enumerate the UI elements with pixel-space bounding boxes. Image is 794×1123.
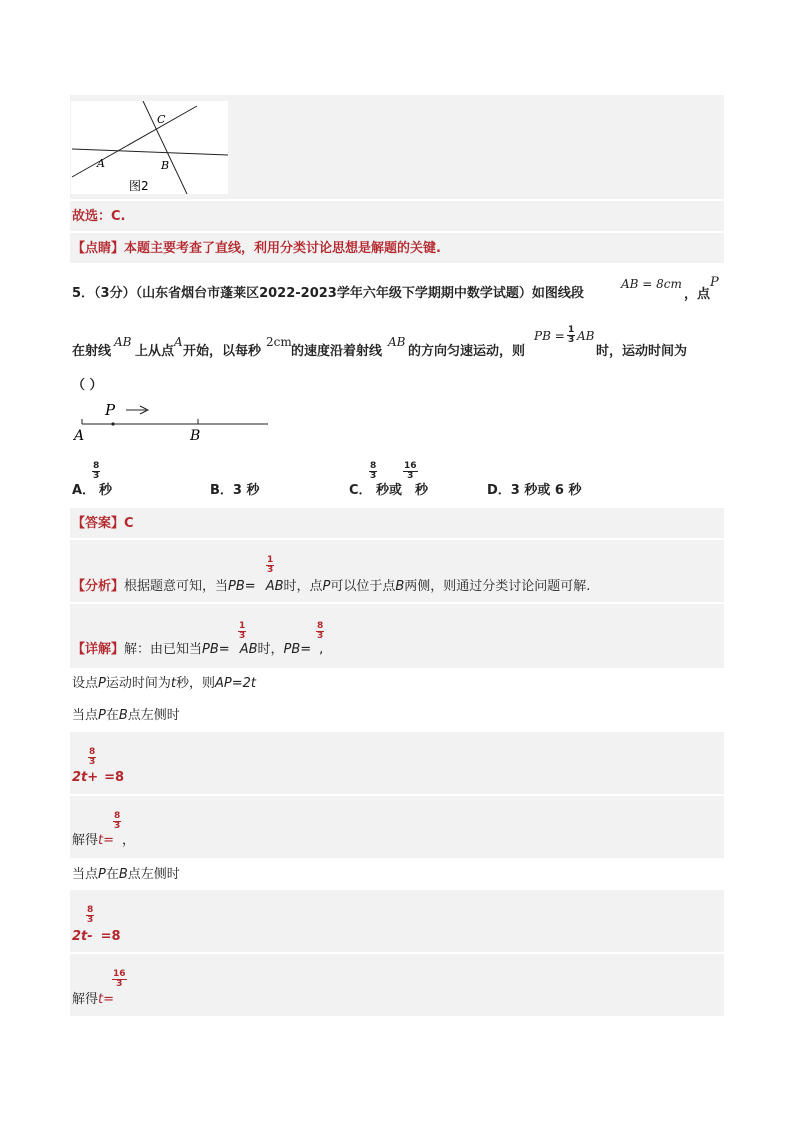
option-c-fraction-2: 16 3 [404,461,417,481]
q5-intro [72,286,584,302]
analysis-fraction: 1 3 [267,555,274,575]
shade-eq2 [70,890,724,952]
fig2-caption: 图2 [129,179,149,193]
detail-tag: 【详解】 [72,642,125,657]
q5-after-ab: ，点 [684,287,711,302]
q5-fig-p: P [105,401,116,419]
option-a-label[interactable]: A． [72,483,96,498]
sol2-fraction: 16 3 [113,969,126,989]
option-a-fraction: 8 3 [93,461,100,481]
option-c-mid: 秒或 [376,483,403,498]
shade-eq1 [70,732,724,794]
option-d[interactable]: D．3 秒或 6 秒 [487,483,582,498]
shade-answer [70,508,724,538]
shade-sol2 [70,954,724,1016]
shade-choice [70,201,724,231]
detail-fraction-2: 8 3 [317,621,324,641]
q5-ab-1: AB [114,335,132,349]
comment-body: 本题主要考查了直线，利用分类讨论思想是解题的关键. [124,241,441,256]
answer-value: C [124,516,134,531]
prev-comment [72,241,441,257]
option-b[interactable]: B．3 秒 [210,483,260,498]
q5-figure-svg [72,398,272,446]
eq1-fraction: 8 3 [89,747,96,767]
comment-tag: 【点睛】 [72,241,125,256]
q5-ab-eq: AB = 8cm [621,277,682,291]
q5-line2-c: 开始，以每秒 [183,344,262,359]
sol1-fraction: 8 3 [114,811,121,831]
q5-speed: 2cm [266,335,292,349]
q5-pb-ab: AB [577,329,595,343]
option-a-unit: 秒 [99,483,113,498]
q5-line2-b: 上从点 [135,344,175,359]
analysis-tag: 【分析】 [72,579,125,594]
shade-detail [70,604,724,668]
q5-line2-a: 在射线 [72,344,112,359]
answer-tag: 【答案】 [72,516,125,531]
fig2-label-b: B [161,159,170,172]
sol2-line: 解得t= [72,992,115,1007]
shade-sol1 [70,796,724,858]
prev-choice: 故选：C. [72,209,126,224]
answer-line [72,516,134,532]
eq2-line: 2t- =8 [72,929,121,944]
eq2-fraction: 8 3 [87,905,94,925]
detail-line-1: 【详解】解：由已知当PB= AB时，PB= , [72,642,324,657]
q5-figure [72,398,272,446]
fig2-label-c: C [157,113,166,126]
option-c-fraction-1: 8 3 [370,461,377,481]
q5-p: P [710,275,719,290]
detail-line-2: 设点P运动时间为t秒，则AP=2t [72,676,256,691]
q5-frac-one-third: 1 3 [568,325,575,345]
q5-pb-eq: PB = [534,329,565,343]
q5-intro-rest: 学年六年级下学期期中数学试题）如图线段 [336,286,584,301]
fig2-label-a: A [97,157,105,170]
detail-line-6: 当点P在B点左侧时 [72,867,180,882]
option-c-unit: 秒 [415,483,429,498]
figure-2-svg [71,101,228,194]
q5-paren: （ ） [72,378,103,393]
detail-line-3: 当点P在B点左侧时 [72,708,180,723]
q5-fig-b: B [190,428,201,444]
q5-fig-a: A [74,428,85,444]
q5-line2-f: 时，运动时间为 [596,344,688,359]
q5-line2-e: 的方向匀速运动，则 [408,344,526,359]
q5-intro-text: 5．（3分）（山东省烟台市蓬莱区 [72,286,260,301]
figure-2 [71,101,228,194]
q5-year: 2022-2023 [259,286,337,301]
option-c-label[interactable]: C． [349,483,372,498]
q5-line2-d: 的速度沿着射线 [291,344,383,359]
q5-a: A [174,335,183,349]
q5-ab-2: AB [388,335,406,349]
analysis-line: 【分析】根据题意可知，当PB= AB时，点P可以位于点B两侧，则通过分类讨论问题可解. [72,579,591,594]
detail-fraction-1: 1 3 [239,621,246,641]
sol1-line: 解得t= ， [72,833,136,848]
eq1-line: 2t+ =8 [72,770,125,785]
